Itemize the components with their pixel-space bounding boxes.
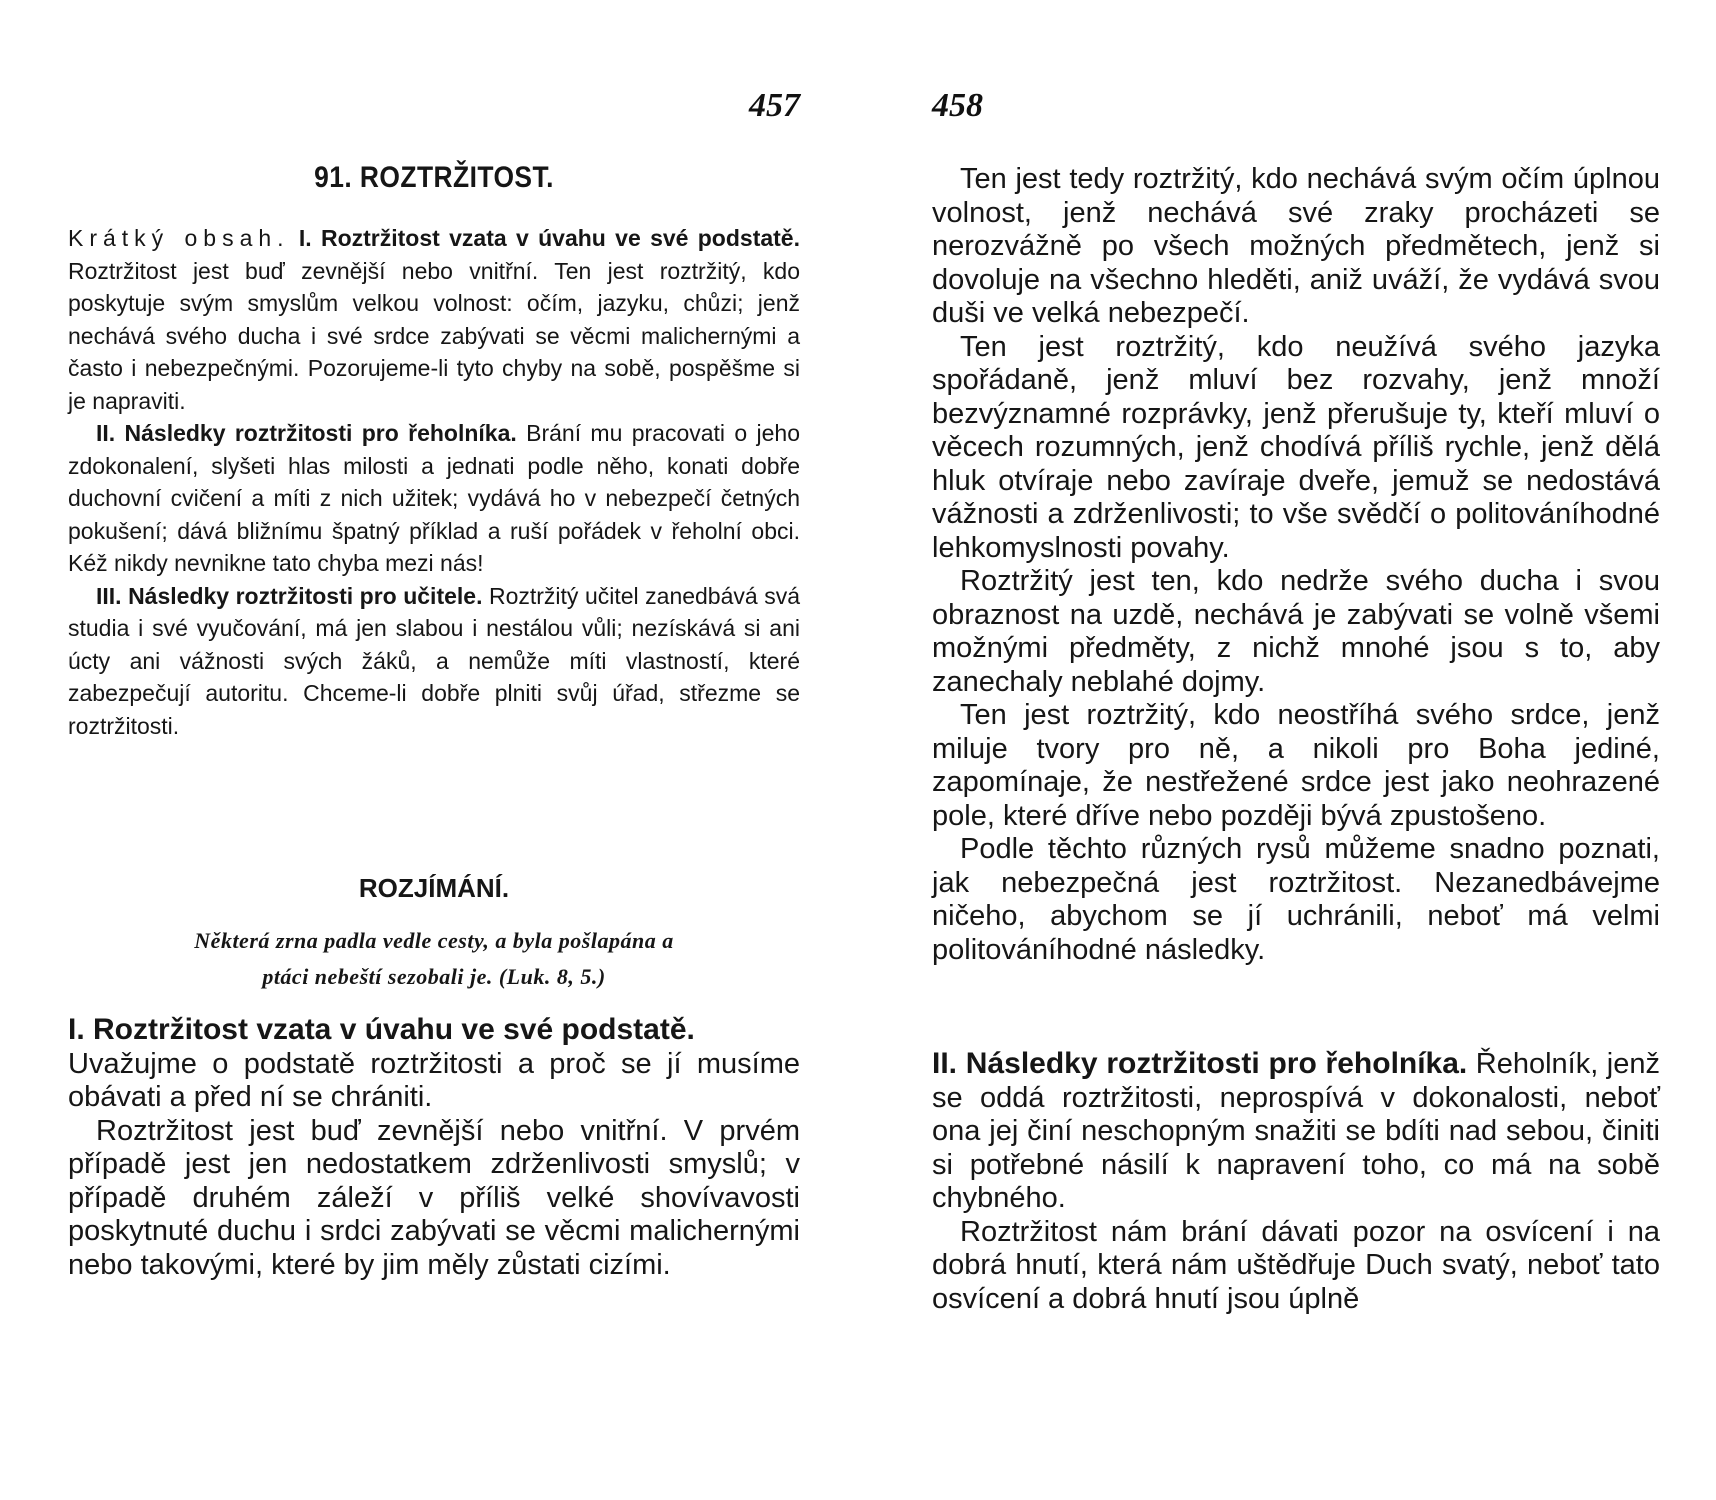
paragraph: Roztržitost jest buď zevnější nebo vnitřní. V prvém případě jest jen nedostatkem zdrženlivosti smyslů; v případě druhém záleží v příliš velké shovívavosti poskytnuté duchu i srdci zabývati se věcmi malichernými nebo takovými, které by jim měly zůstati cizími. bbox=[68, 1114, 800, 1281]
right-section-2 bbox=[932, 1047, 1660, 1316]
paragraph: Ten jest tedy roztržitý, kdo nechává svým očím úplnou volnost, jenž nechává své zraky procházeti se nerozvážně po všech možných předmětech, jenž si dovoluje na všechno hleděti, aniž uváží, že vydává svou duši ve velká nebezpečí. bbox=[932, 163, 1660, 329]
summary-section-3 bbox=[68, 580, 800, 743]
right-body-text bbox=[932, 163, 1660, 967]
section-heading-2: II. Následky roztržitosti pro řeholníka. bbox=[932, 1047, 1468, 1080]
right-page bbox=[932, 0, 1660, 1500]
section-heading-1: I. Roztržitost vzata v úvahu ve své podstatě. bbox=[68, 1013, 695, 1046]
paragraph: Ten jest roztržitý, kdo neostříhá svého srdce, jenž miluje tvory pro ně, a nikoli pro Boha jediné, zapomínaje, že nestřežené srdce jest jako neohrazené pole, které dříve nebo později bývá zpustošeno. bbox=[932, 699, 1660, 832]
summary-text-3: Roztržitý učitel zanedbává svá studia i své vyučování, má jen slabou i nestálou vůli; nezískává si ani úcty ani vážnosti svých žáků, a nemůže míti vlastností, které zabezpečují autoritu. Chceme-li dobře plniti svůj úřad, střezme se roztržitosti. bbox=[68, 582, 800, 739]
left-page bbox=[68, 0, 800, 1500]
section-intro: Uvažujme o podstatě roztržitosti a proč se jí musíme obávati a před ní se chrániti. bbox=[68, 1047, 800, 1113]
left-body-text bbox=[68, 1013, 800, 1282]
paragraph: Podle těchto různých rysů můžeme snadno poznati, jak nebezpečná jest roztržitost. Nezanedbávejme ničeho, abychom se jí uchránili, neboť má velmi politováníhodné následky. bbox=[932, 833, 1660, 966]
summary-heading-1: I. Roztržitost vzata v úvahu ve své podstatě. bbox=[298, 225, 800, 251]
summary-heading-3: III. Následky roztržitosti pro učitele. bbox=[96, 582, 483, 609]
paragraph-text: Řeholník, jenž se oddá roztržitosti, neprospívá v dokonalosti, neboť ona jej činí neschopným snažiti se bdíti nad sebou, činiti si potřebné násilí k napravení toho, co má na sobě chybného. bbox=[932, 1048, 1660, 1214]
section-heading-paragraph bbox=[68, 1013, 800, 1115]
motto-line: Některá zrna padla vedle cesty, a byla pošlapána a bbox=[194, 928, 674, 953]
page-number: 458 bbox=[932, 87, 983, 124]
paragraph: Roztržitost nám brání dávati pozor na osvícení i na dobrá hnutí, která nám uštědřuje Duch svatý, neboť tato osvícení a dobrá hnutí jsou úplně bbox=[932, 1215, 1660, 1315]
scripture-motto bbox=[78, 923, 790, 995]
chapter-summary bbox=[68, 222, 800, 742]
page-number: 457 bbox=[749, 87, 800, 124]
summary-section-1 bbox=[68, 222, 800, 417]
chapter-title: 91. ROZTRŽITOST. bbox=[314, 161, 554, 194]
summary-label: Krátký obsah. bbox=[68, 225, 290, 251]
paragraph: Roztržitý jest ten, kdo nedrže svého ducha i svou obraznost na uzdě, nechává je zabývati se volně všemi možnými předměty, z nichž mnohé jsou s to, aby zanechaly neblahé dojmy. bbox=[932, 565, 1660, 698]
motto-line: ptáci nebeští sezobali je. (Luk. 8, 5.) bbox=[262, 964, 606, 989]
summary-heading-2: II. Následky roztržitosti pro řeholníka. bbox=[96, 420, 517, 446]
summary-section-2 bbox=[68, 417, 800, 580]
summary-text-2: Brání mu pracovati o jeho zdokonalení, slyšeti hlas milosti a jednati podle něho, konati dobře duchovní cvičení a míti z nich užitek; vydává ho v nebezpečí četných pokušení; dává bližnímu špatný příklad a ruší pořádek v řeholní obci. Kéž nikdy nevnikne tato chyba mezi nás! bbox=[68, 420, 800, 576]
paragraph: Ten jest roztržitý, kdo neužívá svého jazyka spořádaně, jenž mluví bez rozvahy, jenž množí bezvýznamné rozprávky, jenž přerušuje ty, kteří mluví o věcech rozumných, jenž chodívá příliš rychle, jenž dělá hluk otvíraje nebo zavíraje dveře, jemuž se nedostává vážnosti a zdrženlivosti; to vše svědčí o politováníhodné lehkomyslnosti povahy. bbox=[932, 330, 1660, 564]
section-heading-paragraph bbox=[932, 1047, 1660, 1216]
summary-text-1: Roztržitost jest buď zevnější nebo vnitřní. Ten jest roztržitý, kdo poskytuje svým smyslům velkou volnost: očím, jazyku, chůzi; jenž nechává svého ducha i své srdce zabývati se věcmi malichernými a často i nebezpečnými. Pozorujeme-li tyto chyby na sobě, pospěšme si je napraviti. bbox=[68, 257, 800, 414]
meditation-heading: ROZJÍMÁNÍ. bbox=[358, 873, 510, 903]
